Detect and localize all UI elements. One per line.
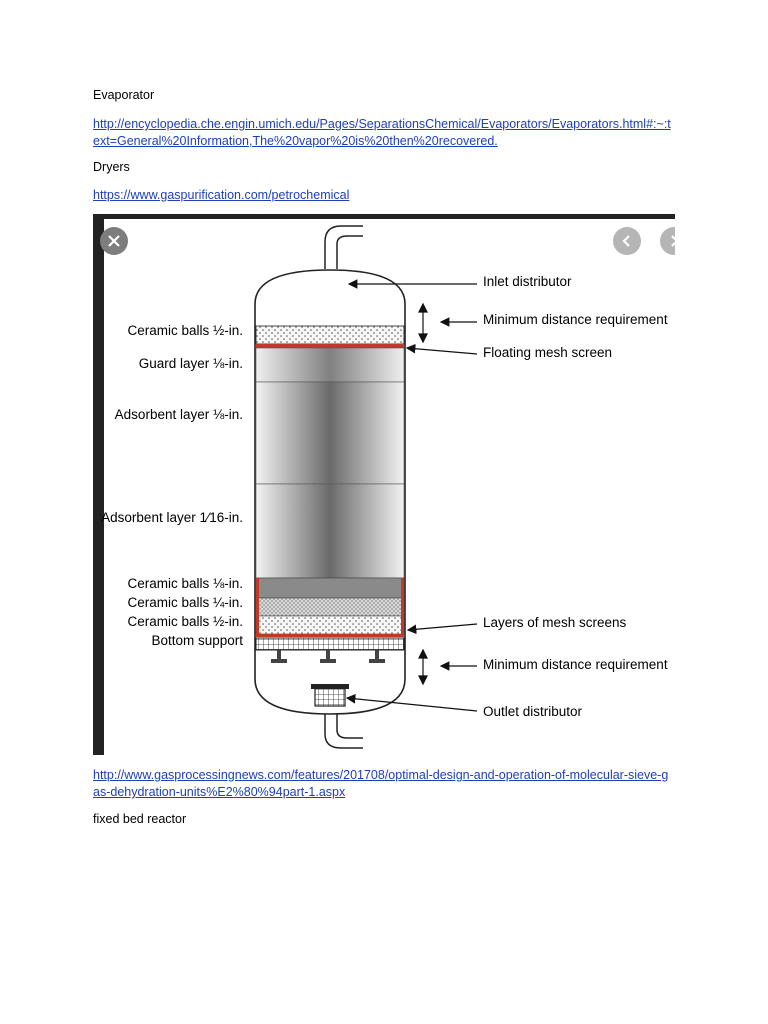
label-adsorbent-layer-sixteenth: Adsorbent layer 1⁄16-in. <box>101 510 243 525</box>
chevron-right-icon <box>667 234 675 248</box>
label-min-distance-bottom: Minimum distance requirement <box>483 657 668 672</box>
label-ceramic-balls-half-bottom: Ceramic balls ½-in. <box>127 614 243 629</box>
label-min-distance-top: Minimum distance requirement <box>483 312 668 327</box>
evaporator-link[interactable]: http://encyclopedia.che.engin.umich.edu/Pages/SeparationsChemical/Evaporators/Evaporators.html#:~:text=General%20Information,The%20vapor%20is%20then%20recovered. <box>93 117 671 148</box>
label-layers-of-mesh-screens: Layers of mesh screens <box>483 615 627 630</box>
close-icon <box>107 234 121 248</box>
label-ceramic-balls-half-top: Ceramic balls ½-in. <box>127 323 243 338</box>
left-labels <box>93 214 253 755</box>
close-button[interactable] <box>100 227 128 255</box>
label-inlet-distributor: Inlet distributor <box>483 274 572 289</box>
heading-evaporator: Evaporator <box>93 88 155 102</box>
chevron-left-icon <box>620 234 634 248</box>
heading-fixed-bed-reactor: fixed bed reactor <box>93 812 187 826</box>
right-labels <box>483 214 675 755</box>
heading-dryers: Dryers <box>93 160 130 174</box>
label-bottom-support: Bottom support <box>151 633 243 648</box>
label-outlet-distributor: Outlet distributor <box>483 704 583 719</box>
dryer-vessel-diagram <box>93 214 675 755</box>
diagram-source-link[interactable]: http://www.gasprocessingnews.com/features/201708/optimal-design-and-operation-of-molecular-sieve-gas-dehydration-units%E2%80%94part-1.aspx <box>93 768 669 799</box>
dryers-link[interactable]: https://www.gaspurification.com/petrochemical <box>93 188 350 202</box>
label-ceramic-balls-quarter: Ceramic balls ¼-in. <box>127 595 243 610</box>
label-ceramic-balls-eighth: Ceramic balls ⅛-in. <box>127 576 243 591</box>
label-adsorbent-layer-eighth: Adsorbent layer ⅛-in. <box>114 407 243 422</box>
label-guard-layer: Guard layer ⅛-in. <box>138 356 243 371</box>
label-floating-mesh-screen: Floating mesh screen <box>483 345 613 360</box>
previous-button[interactable] <box>613 227 641 255</box>
